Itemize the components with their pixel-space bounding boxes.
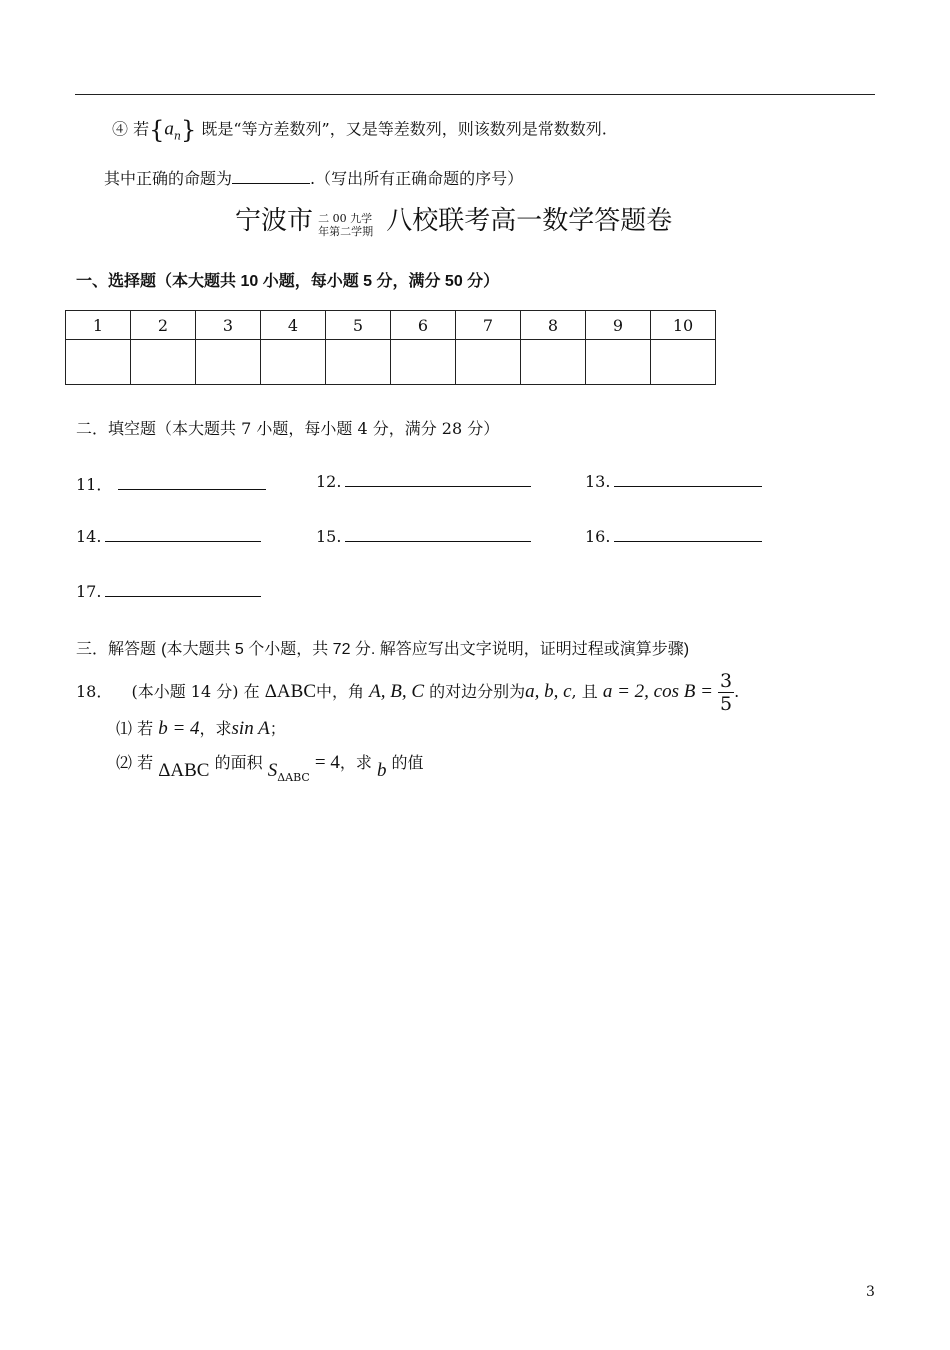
part1-end: ； — [269, 719, 286, 738]
part2-mid: 的面积 — [214, 753, 263, 772]
part2-prefix: ⑵ 若 — [116, 753, 154, 772]
answer-cell[interactable] — [66, 340, 131, 385]
blank-item-17 — [76, 582, 261, 601]
blank-label: 11． — [76, 475, 113, 494]
title-small-line1: 二 00 九学 — [318, 211, 373, 225]
table-answer-row — [66, 340, 716, 385]
table-header-cell: 2 — [131, 311, 196, 340]
part2-end: 的值 — [391, 753, 424, 772]
fraction-numerator: 3 — [720, 670, 733, 692]
fraction-denominator: 5 — [720, 693, 733, 715]
blank-item-12 — [316, 472, 531, 491]
item-4-suffix: 既是“等方差数列”，又是等差数列，则该数列是常数数列. — [201, 119, 607, 139]
q18-sides: a, b, c — [525, 681, 572, 702]
answer-cell[interactable] — [196, 340, 261, 385]
q18-and: , 且 — [571, 682, 598, 701]
part1-prefix: ⑴ 若 — [116, 719, 154, 738]
q18-mid: 中，角 — [316, 682, 365, 701]
part2-triangle: ΔABC — [158, 760, 210, 781]
choice-answer-table — [65, 310, 716, 385]
answer-cell[interactable] — [261, 340, 326, 385]
blank-label: 13. — [585, 472, 611, 491]
right-brace: } — [180, 116, 197, 144]
blank-label: 14. — [76, 527, 102, 546]
correct-statement-line — [104, 166, 523, 189]
q18-part-1 — [116, 716, 286, 740]
blank-label: 17. — [76, 582, 102, 601]
title-small-line2: 年第二学期 — [318, 224, 374, 238]
table-header-cell: 3 — [196, 311, 261, 340]
answer-blank[interactable] — [105, 541, 261, 542]
table-header-cell: 9 — [586, 311, 651, 340]
section-1-heading: 一、选择题（本大题共 10 小题，每小题 5 分，满分 50 分） — [76, 273, 500, 290]
answer-cell[interactable] — [456, 340, 521, 385]
title-city: 宁波市 — [235, 206, 314, 236]
correct-prefix: 其中正确的命题为 — [104, 169, 233, 188]
answer-blank-correct[interactable] — [232, 183, 310, 184]
blank-item-16 — [585, 527, 762, 546]
question-18 — [76, 670, 739, 715]
blank-item-14 — [76, 527, 261, 546]
seq-subscript: n — [173, 129, 181, 143]
answer-cell[interactable] — [131, 340, 196, 385]
section-3-rest: (本大题共 5 个小题，共 72 分. 解答应写出文字说明，证明过程或演算步骤) — [161, 641, 690, 658]
blank-item-15 — [316, 527, 531, 546]
answer-blank[interactable] — [345, 486, 531, 487]
part2-ask: ，求 — [339, 753, 372, 772]
q18-end: . — [734, 682, 740, 701]
q18-points: (本小题 14 分) — [131, 682, 239, 701]
blank-label: 15. — [316, 527, 342, 546]
item-4-prefix: ④ 若 — [112, 119, 150, 139]
left-brace: { — [149, 116, 165, 144]
answer-blank[interactable] — [614, 486, 762, 487]
answer-blank[interactable] — [105, 596, 261, 597]
section-2-heading: 二．填空题（本大题共 7 小题，每小题 4 分，满分 28 分） — [76, 419, 500, 438]
q18-triangle: ΔABC — [264, 681, 316, 702]
part2-area-symbol: S — [267, 760, 278, 781]
part2-area-subscript: ΔABC — [277, 771, 310, 784]
section-3-heading — [76, 636, 689, 659]
table-header-cell: 10 — [651, 311, 716, 340]
page-number: 3 — [866, 1284, 875, 1300]
title-small-block — [318, 212, 373, 238]
table-header-cell: 1 — [66, 311, 131, 340]
q18-in: 在 — [243, 682, 260, 701]
table-header-cell: 7 — [456, 311, 521, 340]
section-3-prefix: 三．解答题 — [76, 639, 157, 658]
part2-variable: b — [376, 760, 387, 781]
blank-item-13 — [585, 472, 762, 491]
answer-cell[interactable] — [651, 340, 716, 385]
correct-suffix: .（写出所有正确命题的序号） — [310, 169, 524, 188]
table-header-cell: 8 — [521, 311, 586, 340]
q18-condition: a = 2, cos B = — [602, 681, 713, 702]
table-header-row — [66, 311, 716, 340]
q18-part-2 — [116, 750, 424, 784]
item-4-line — [112, 116, 607, 144]
seq-variable: a — [164, 118, 174, 140]
answer-blank[interactable] — [118, 489, 266, 490]
answer-cell[interactable] — [326, 340, 391, 385]
part2-equals: = 4 — [314, 752, 340, 773]
answer-cell[interactable] — [391, 340, 456, 385]
table-header-cell: 6 — [391, 311, 456, 340]
part1-mid: ，求 — [199, 719, 232, 738]
q18-fraction — [718, 670, 734, 715]
q18-number: 18． — [76, 682, 113, 701]
part1-condition: b = 4 — [158, 718, 200, 739]
blank-label: 16. — [585, 527, 611, 546]
answer-cell[interactable] — [586, 340, 651, 385]
answer-blank[interactable] — [345, 541, 531, 542]
blank-label: 12. — [316, 472, 342, 491]
page-title — [235, 200, 672, 238]
part1-target: sin A — [231, 718, 270, 739]
q18-angles: A, B, C — [369, 681, 424, 702]
blank-item-11 — [76, 472, 266, 495]
answer-blank[interactable] — [614, 541, 762, 542]
title-rest: 八校联考高一数学答题卷 — [386, 206, 673, 236]
answer-cell[interactable] — [521, 340, 586, 385]
q18-opposite: 的对边分别为 — [429, 682, 526, 701]
table-header-cell: 5 — [326, 311, 391, 340]
table-header-cell: 4 — [261, 311, 326, 340]
top-rule — [75, 94, 875, 95]
